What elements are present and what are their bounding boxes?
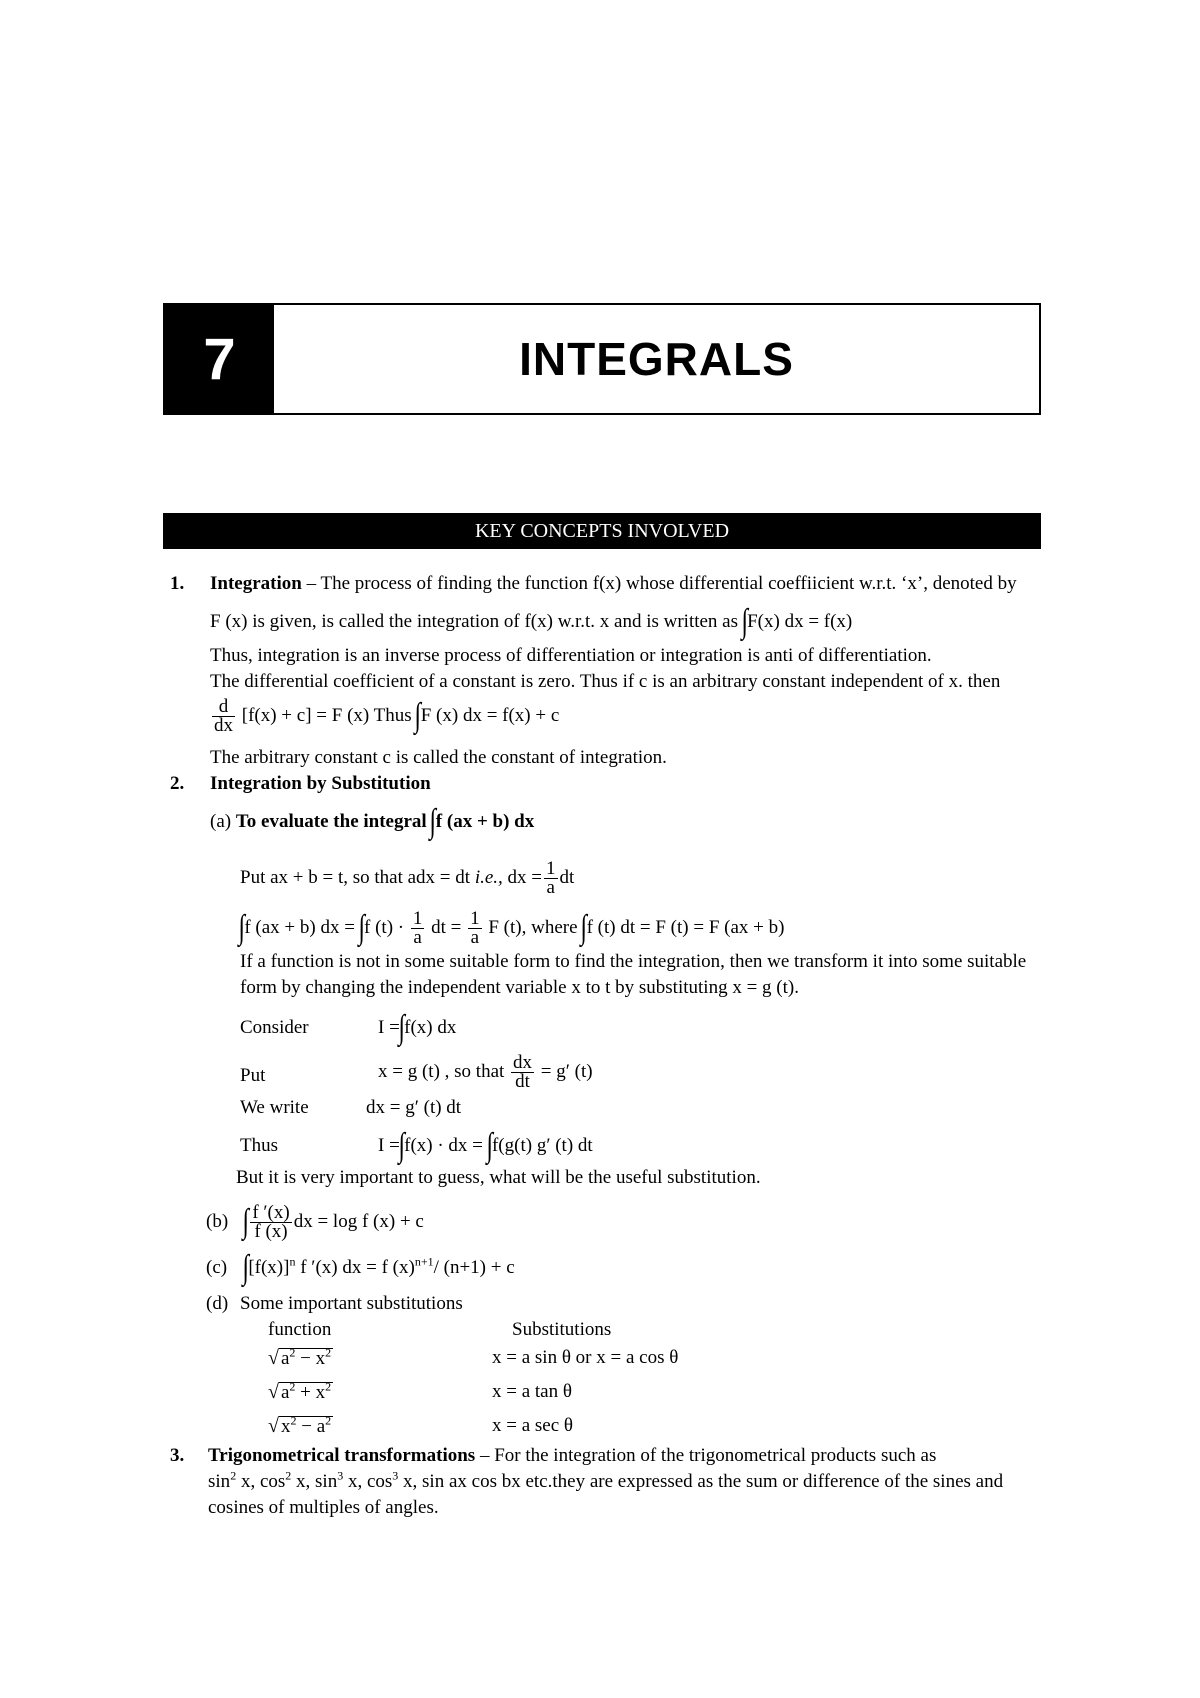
formula: f (ax + b) dx = xyxy=(244,916,355,938)
substitution-row: x = a tan θ xyxy=(492,1381,572,1402)
useful-substitution-note: But it is very important to guess, what will be the useful substitution. xyxy=(236,1167,761,1188)
section-3-line-1 xyxy=(208,1444,936,1468)
chapter-number: 7 xyxy=(165,305,274,413)
integral-sign: ∫ xyxy=(580,908,588,946)
item-c-formula: $\int[f(x)]^n$ f ′(x) dx = f $(x)^{n+1}/$ (n+1) + c xyxy=(242,1248,515,1286)
integral-sign: ∫ xyxy=(358,908,365,946)
section-1-text: F (x) is given, is called the integration of f(x) w.r.t. x and is written as xyxy=(210,611,739,632)
section-3-line-2: $\sin^2 x$, $\cos^2 x$, $\sin^3 x$, $\cos^3 x$, sin ax cos bx etc.they are expressed as the sum or difference of the sines and xyxy=(208,1468,1004,1492)
put-formula: x = g (t) , so that $\frac{dx}{dt}$ = g′ (t) xyxy=(378,1052,593,1092)
formula: dt xyxy=(559,866,575,888)
fraction: $\frac{1}{a}$ xyxy=(470,908,480,948)
consider-formula: I =∫f(x) dx xyxy=(378,1008,457,1046)
integral-sign: ∫ xyxy=(398,1008,405,1046)
item-d-label: (d) xyxy=(206,1293,229,1314)
formula: F(x) dx = f(x) xyxy=(747,611,853,632)
integral-sign: ∫ xyxy=(429,802,437,840)
integral-sign: ∫ xyxy=(238,908,245,946)
integral-sign: ∫ xyxy=(242,1202,249,1240)
sqrt-icon: √ xyxy=(268,1381,279,1403)
fraction: $\frac{f '(x)}{f (x)}$ xyxy=(252,1202,290,1242)
integral-sign: ∫ xyxy=(414,696,422,734)
integral-sign: ∫ xyxy=(741,602,748,640)
formula: f (t) dt = F (t) = F (ax + b) xyxy=(586,916,785,938)
formula: f (ax + b) dx xyxy=(435,811,535,832)
integral-sign: ∫ xyxy=(486,1126,493,1164)
section-3-number: 3. xyxy=(170,1445,185,1466)
key-concepts-heading: KEY CONCEPTS INVOLVED xyxy=(163,513,1041,549)
formula: dx = xyxy=(507,866,542,888)
put-substitution-line xyxy=(240,860,574,897)
item-b-formula: ∫ $\frac{f '(x)}{f (x)}$ dx = log f (x) + c xyxy=(242,1202,424,1242)
function-row: √ $a^2 + x^2$ xyxy=(268,1379,332,1403)
fraction: $\frac{1}{a}$ xyxy=(412,908,423,948)
sqrt-icon: √ xyxy=(268,1347,279,1369)
section-1-line-1 xyxy=(210,572,1017,596)
section-1-line-5 xyxy=(210,698,559,735)
section-1-title: Integration xyxy=(210,573,302,594)
section-2-title: Integration by Substitution xyxy=(210,773,431,794)
section-1-line-6: The arbitrary constant c is called the constant of integration. xyxy=(210,747,667,768)
consider-label: Consider xyxy=(240,1017,309,1038)
paragraph-line-1: If a function is not in some suitable form to find the integration, then we transform it into some suitable xyxy=(240,951,1027,972)
substitution-equation xyxy=(240,910,784,947)
item-d-title: Some important substitutions xyxy=(240,1293,463,1314)
we-write-label: We write xyxy=(240,1097,309,1118)
chapter-header xyxy=(163,303,1041,415)
section-3-text: – For the integration of the trigonometrical products such as xyxy=(475,1445,937,1466)
put-label: Put xyxy=(240,1065,266,1086)
sqrt-icon: √ xyxy=(268,1415,279,1437)
substitution-row: x = a sec θ xyxy=(492,1415,574,1436)
column-header-function: function xyxy=(268,1319,332,1340)
section-3-title: Trigonometrical transformations xyxy=(208,1445,476,1466)
item-b-label: (b) xyxy=(206,1211,229,1232)
formula: [f(x) + c] = F (x) Thus xyxy=(241,704,412,726)
derivative-fraction: $\frac{d}{dx}$ xyxy=(214,696,233,736)
formula: i.e., xyxy=(474,866,503,888)
section-1-line-3: Thus, integration is an inverse process of differentiation or integration is anti of differentiation. xyxy=(210,645,932,666)
function-row: √ $a^2 - x^2$ xyxy=(268,1345,332,1369)
we-write-formula: dx = g′ (t) dt xyxy=(366,1097,462,1118)
function-row: √ $x^2 - a^2$ xyxy=(268,1413,332,1437)
section-3-line-3: cosines of multiples of angles. xyxy=(208,1497,439,1518)
item-a-label: (a) xyxy=(210,811,232,832)
section-2-number: 2. xyxy=(170,773,185,794)
item-a-line xyxy=(210,802,535,840)
formula: f (t) · xyxy=(364,916,405,938)
formula: Put ax + b = t, so that adx = dt xyxy=(240,866,471,888)
integral-sign: ∫ xyxy=(242,1248,249,1286)
formula: F (t), where xyxy=(488,916,578,938)
section-1-number: 1. xyxy=(170,573,185,594)
item-a-title: To evaluate the integral xyxy=(235,811,427,832)
formula: dt = xyxy=(431,916,462,938)
section-1-line-4: The differential coefficient of a constant is zero. Thus if c is an arbitrary constant independent of x. then xyxy=(210,671,1001,692)
substitution-row: x = a sin θ or x = a cos θ xyxy=(492,1347,679,1368)
item-c-label: (c) xyxy=(206,1257,228,1278)
chapter-title: INTEGRALS xyxy=(519,333,794,385)
section-1-text: – The process of finding the function f(x) whose differential coeffiicient w.r.t. ‘x’, denoted by xyxy=(301,573,1017,594)
integral-sign: ∫ xyxy=(398,1126,405,1164)
column-header-substitutions: Substitutions xyxy=(512,1319,612,1340)
formula: F (x) dx = f(x) + c xyxy=(420,704,560,726)
fraction: $\frac{dx}{dt}$ xyxy=(513,1052,533,1092)
section-1-line-2 xyxy=(210,602,853,640)
fraction: $\frac{1}{a}$ xyxy=(546,858,556,898)
thus-label: Thus xyxy=(240,1135,278,1156)
paragraph-line-2: form by changing the independent variable x to t by substituting x = g (t). xyxy=(240,977,799,998)
thus-formula: I =∫f(x) · dx = ∫f(g(t) g′ (t) dt xyxy=(378,1126,593,1164)
